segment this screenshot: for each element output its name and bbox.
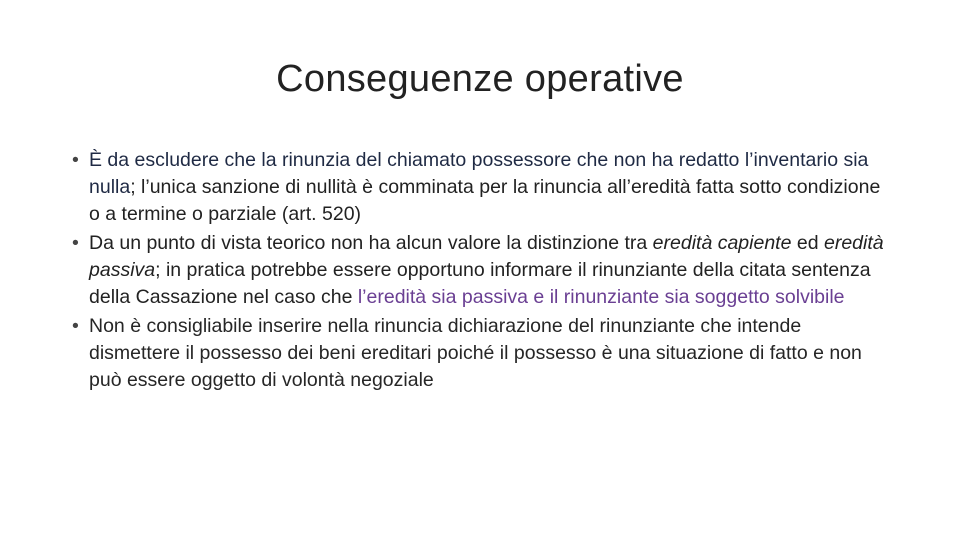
bullet-marker: • [72, 315, 79, 337]
bullet-2-highlighted-text: l’eredità sia passiva e il rinunziante sia soggetto solvibile [357, 286, 845, 308]
bullet-item-2 [72, 230, 892, 311]
bullet-marker: • [72, 149, 79, 171]
bullet-2-text-part-1: Da un punto di vista teorico non ha alcun valore la distinzione tra [89, 232, 653, 254]
bullet-2-text-part-3: ed [791, 232, 824, 254]
bullet-1-text-part-1: È da escludere che la rinunzia del chiamato possessore che non ha redatto l’inventario sia nulla [89, 149, 869, 198]
bullet-1-text-part-2: ; l’unica sanzione di nullità è comminata per la rinuncia all’eredità fatta sotto condizione o a termine o parziale (art. 520) [89, 176, 881, 225]
bullet-marker: • [72, 232, 79, 254]
bullet-item-1 [72, 147, 892, 228]
bullet-3-text: Non è consigliabile inserire nella rinuncia dichiarazione del rinunziante che intende dismettere il possesso dei beni ereditari poiché il possesso è una situazione di fatto e non può essere oggetto di volontà negoziale [89, 315, 862, 391]
bullet-list [72, 147, 892, 396]
slide-title: Conseguenze operative [276, 58, 684, 100]
bullet-2-italic-passiva: eredità passiva [89, 232, 884, 281]
bullet-2-text-part-5: ; in pratica potrebbe essere opportuno informare il rinunziante della citata sentenza della Cassazione nel caso che [89, 259, 871, 308]
bullet-item-3 [72, 313, 892, 394]
bullet-2-italic-capiente: eredità capiente [652, 232, 792, 254]
